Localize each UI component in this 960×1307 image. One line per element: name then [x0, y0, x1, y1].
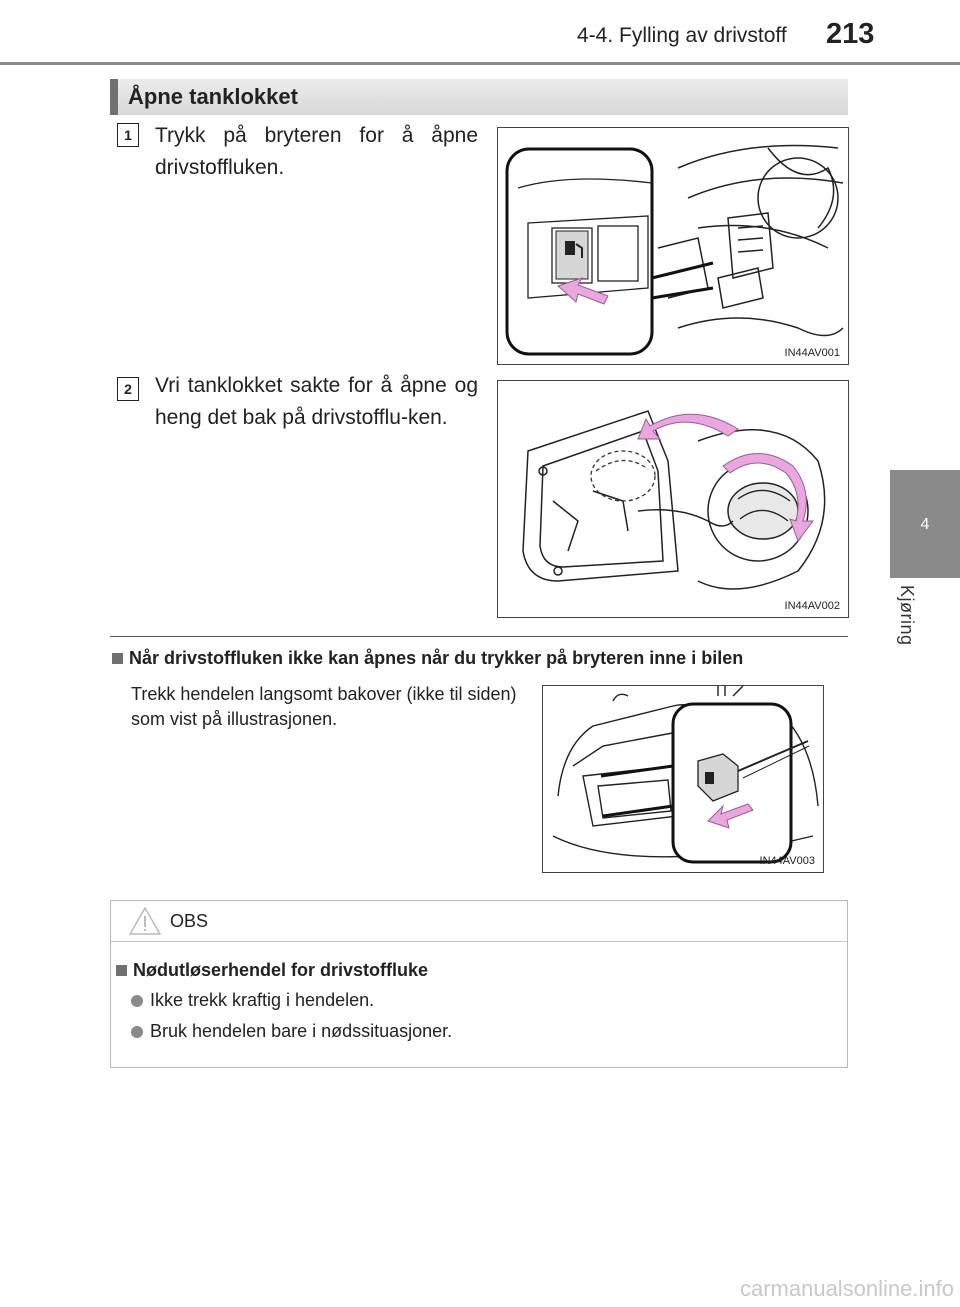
fuel-cap-illustration — [498, 381, 848, 617]
notice-bullet-2 — [131, 1021, 452, 1042]
fuel-door-switch-illustration — [498, 128, 848, 364]
warning-triangle-icon — [128, 906, 162, 936]
bullet-dot-icon — [131, 1026, 143, 1038]
notice-heading — [116, 960, 428, 981]
section-title: Åpne tanklokket — [128, 84, 298, 109]
figure-code-2: IN44AV002 — [784, 600, 840, 612]
notice-bullet-text-1: Ikke trekk kraftig i hendelen. — [150, 990, 375, 1010]
emergency-lever-illustration — [543, 686, 823, 872]
figure-code-1: IN44AV001 — [784, 347, 840, 359]
notice-heading-text: Nødutløserhendel for drivstoffluke — [133, 960, 429, 980]
subsection-title: Når drivstoffluken ikke kan åpnes når du trykker på bryteren inne i bilen — [129, 648, 744, 668]
subsection-heading — [112, 648, 743, 669]
figure-code-3: IN44AV003 — [759, 855, 815, 867]
notice-bullet-1 — [131, 990, 374, 1011]
notice-separator — [111, 941, 847, 942]
bullet-dot-icon — [131, 995, 143, 1007]
header-rule — [0, 62, 960, 65]
chapter-title: Kjøring — [897, 585, 917, 646]
page-number: 213 — [826, 18, 875, 50]
figure-fuel-cap — [497, 380, 849, 618]
step-number-1: 1 — [117, 123, 139, 147]
step-text-2: Vri tanklokket sakte for å åpne og heng det bak på drivstofflu-ken. — [155, 374, 478, 429]
figure-fuel-door-switch — [497, 127, 849, 365]
square-bullet-icon — [116, 965, 127, 976]
notice-box — [110, 900, 848, 1068]
step-text-1: Trykk på bryteren for å åpne drivstoffluken. — [155, 124, 478, 179]
figure-emergency-lever — [542, 685, 824, 873]
running-header-section: 4-4. Fylling av drivstoff — [577, 24, 787, 47]
notice-label: OBS — [170, 911, 209, 931]
notice-bullet-text-2: Bruk hendelen bare i nødssituasjoner. — [150, 1021, 453, 1041]
chapter-number: 4 — [920, 516, 930, 533]
section-divider — [110, 636, 848, 637]
square-bullet-icon — [112, 653, 123, 664]
subsection-body: Trekk hendelen langsomt bakover (ikke til siden) som vist på illustrasjonen. — [131, 684, 517, 729]
step-number-2: 2 — [117, 377, 139, 401]
watermark: carmanualsonline.info — [739, 1276, 954, 1301]
